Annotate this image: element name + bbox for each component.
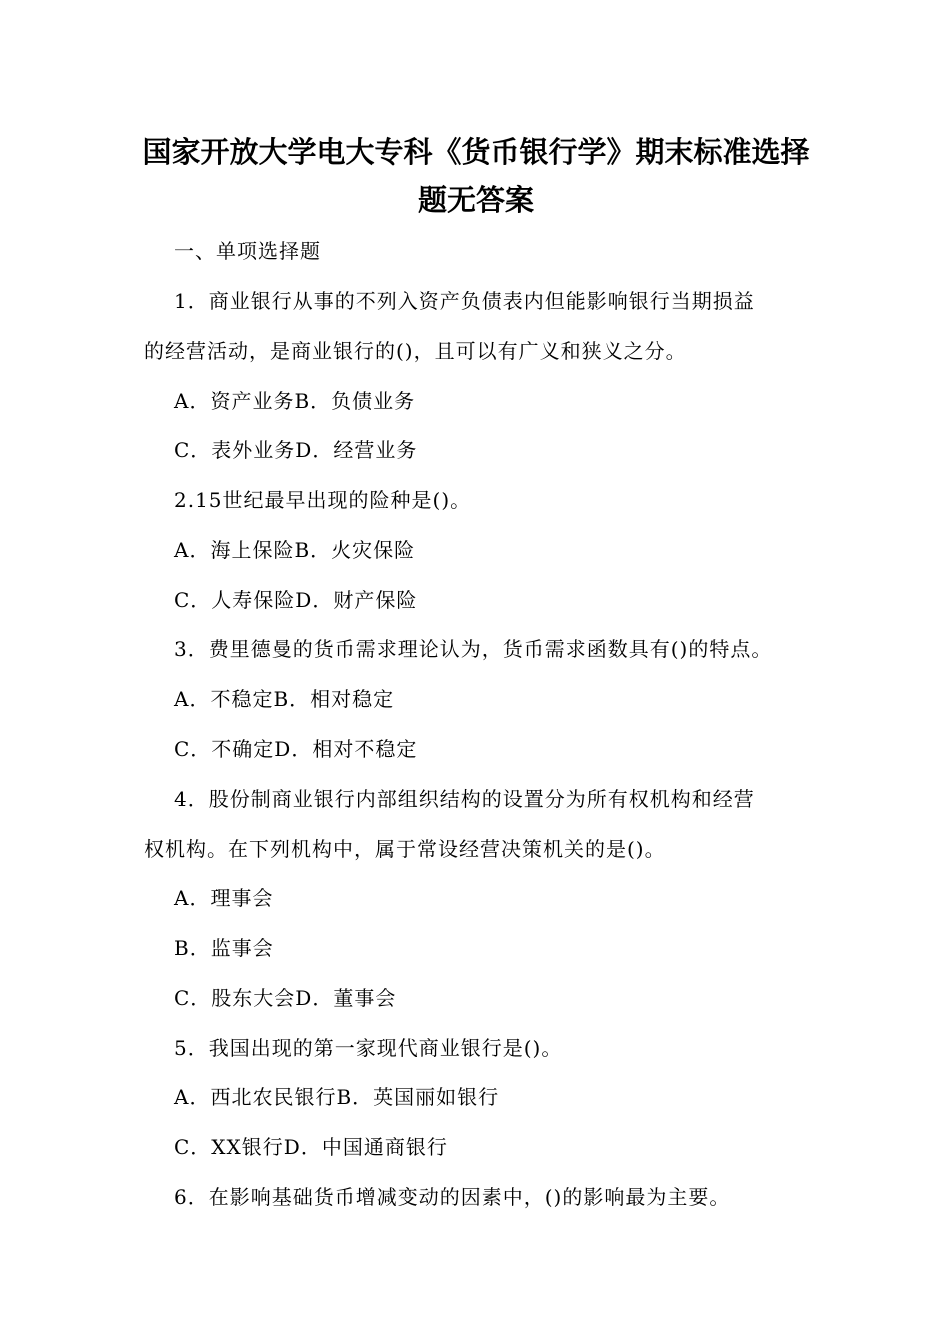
question-2-options-cd: C．人寿保险D．财产保险 [174,588,418,612]
question-1-stem-line-1: 1．商业银行从事的不列入资产负债表内但能影响银行当期损益 [174,289,755,313]
question-2-stem: 2.15世纪最早出现的险种是()。 [174,488,472,512]
question-4-option-a: A．理事会 [174,886,274,910]
question-4-stem-line-2: 权机构。在下列机构中，属于常设经营决策机关的是()。 [144,837,666,861]
question-2-options-ab: A．海上保险B．火灾保险 [174,538,416,562]
section-heading: 一、单项选择题 [174,239,321,263]
question-4-option-b: B．监事会 [174,936,274,960]
document-title-line-2: 题无答案 [417,183,534,217]
question-5-options-ab: A．西北农民银行B．英国丽如银行 [174,1085,500,1109]
question-3-stem: 3．费里德曼的货币需求理论认为，货币需求函数具有()的特点。 [174,637,773,661]
question-4-options-cd: C．股东大会D．董事会 [174,986,397,1010]
question-5-options-cd: C．XX银行D．中国通商银行 [174,1135,448,1159]
question-3-options-cd: C．不确定D．相对不稳定 [174,737,418,761]
question-5-stem: 5．我国出现的第一家现代商业银行是()。 [174,1036,563,1060]
question-1-options-ab: A．资产业务B．负债业务 [174,389,416,413]
question-6-stem: 6．在影响基础货币增减变动的因素中，()的影响最为主要。 [174,1185,731,1209]
question-3-options-ab: A．不稳定B．相对稳定 [174,687,395,711]
document-title-line-1: 国家开放大学电大专科《货币银行学》期末标准选择 [142,135,810,169]
question-4-stem-line-1: 4．股份制商业银行内部组织结构的设置分为所有权机构和经营 [174,787,755,811]
question-1-stem-line-2: 的经营活动，是商业银行的()，且可以有广义和狭义之分。 [144,339,687,363]
question-1-options-cd: C．表外业务D．经营业务 [174,438,418,462]
